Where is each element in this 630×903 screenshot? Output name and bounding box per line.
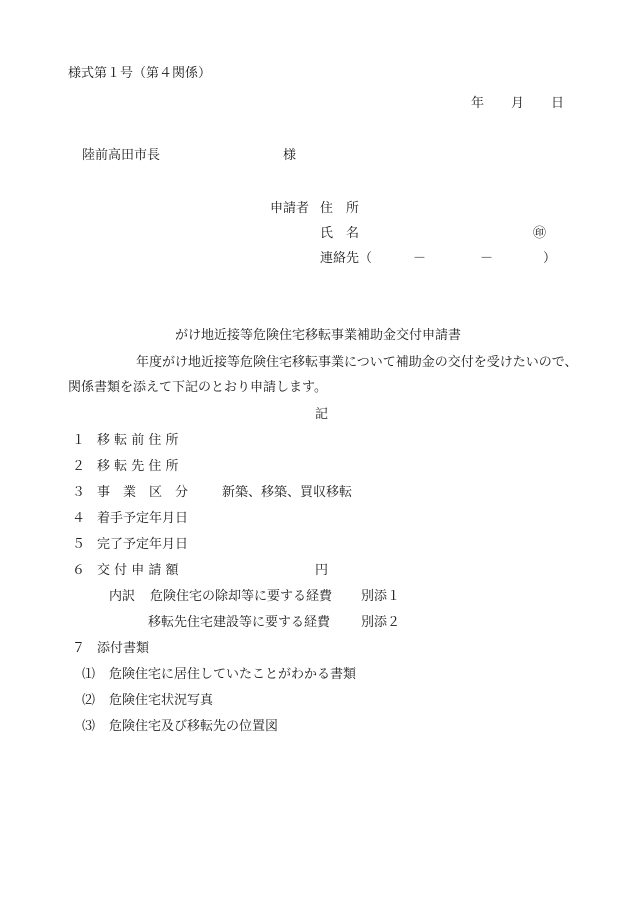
date-year-label: 年 [471, 96, 485, 111]
body-line-2: 関係書類を添えて下記のとおり申請します。 [68, 380, 327, 395]
item-6-label: 交 付 申 請 額 [97, 563, 179, 578]
breakdown-label: 内訳 [109, 589, 136, 604]
attachment-1-number: ⑴ [82, 667, 96, 682]
applicant-contact-label: 連絡先（ [320, 251, 373, 266]
item-3-value: 新築、移築、買収移転 [222, 485, 353, 500]
breakdown-row-1-ref: 別添１ [361, 589, 401, 604]
item-3-number: ３ [72, 485, 86, 500]
attachment-3-text: 危険住宅及び移転先の位置図 [109, 719, 279, 734]
attachment-2-text: 危険住宅状況写真 [109, 693, 214, 708]
applicant-label: 申請者 [270, 201, 310, 216]
item-5-number: ５ [72, 537, 86, 552]
ki-heading: 記 [315, 407, 329, 422]
item-5-label: 完了予定年月日 [97, 537, 189, 552]
item-6-number: ６ [72, 563, 86, 578]
item-2-number: ２ [72, 459, 86, 474]
item-1-number: １ [72, 433, 86, 448]
item-4-number: ４ [72, 511, 86, 526]
contact-dash-1: － [413, 251, 427, 266]
addressee-honorific: 様 [283, 148, 297, 163]
attachment-1-text: 危険住宅に居住していたことがわかる書類 [109, 667, 357, 682]
item-7-number: ７ [72, 641, 86, 656]
item-1-label: 移 転 前 住 所 [97, 433, 179, 448]
applicant-name-label: 氏 名 [320, 226, 360, 241]
item-3-label: 事 業 区 分 [97, 485, 189, 500]
item-6-unit: 円 [315, 563, 329, 578]
breakdown-row-1-text: 危険住宅の除却等に要する経費 [150, 589, 333, 604]
body-line-1: 年度がけ地近接等危険住宅移転事業について補助金の交付を受けたいので、 [136, 355, 578, 370]
date-day-label: 日 [551, 96, 565, 111]
attachment-2-number: ⑵ [82, 693, 96, 708]
item-2-label: 移 転 先 住 所 [97, 459, 179, 474]
seal-mark: ㊞ [533, 226, 547, 241]
attachment-3-number: ⑶ [82, 719, 96, 734]
breakdown-row-2-ref: 別添２ [361, 615, 401, 630]
item-4-label: 着手予定年月日 [97, 511, 189, 526]
addressee-name: 陸前高田市長 [82, 148, 161, 163]
applicant-address-label: 住 所 [320, 201, 360, 216]
contact-close-paren: ） [543, 251, 557, 266]
form-number: 様式第１号（第４関係） [68, 66, 212, 81]
contact-dash-2: － [480, 251, 494, 266]
item-7-label: 添付書類 [97, 641, 150, 656]
date-month-label: 月 [511, 96, 525, 111]
document-title: がけ地近接等危険住宅移転事業補助金交付申請書 [175, 328, 462, 343]
breakdown-row-2-text: 移転先住宅建設等に要する経費 [148, 615, 331, 630]
